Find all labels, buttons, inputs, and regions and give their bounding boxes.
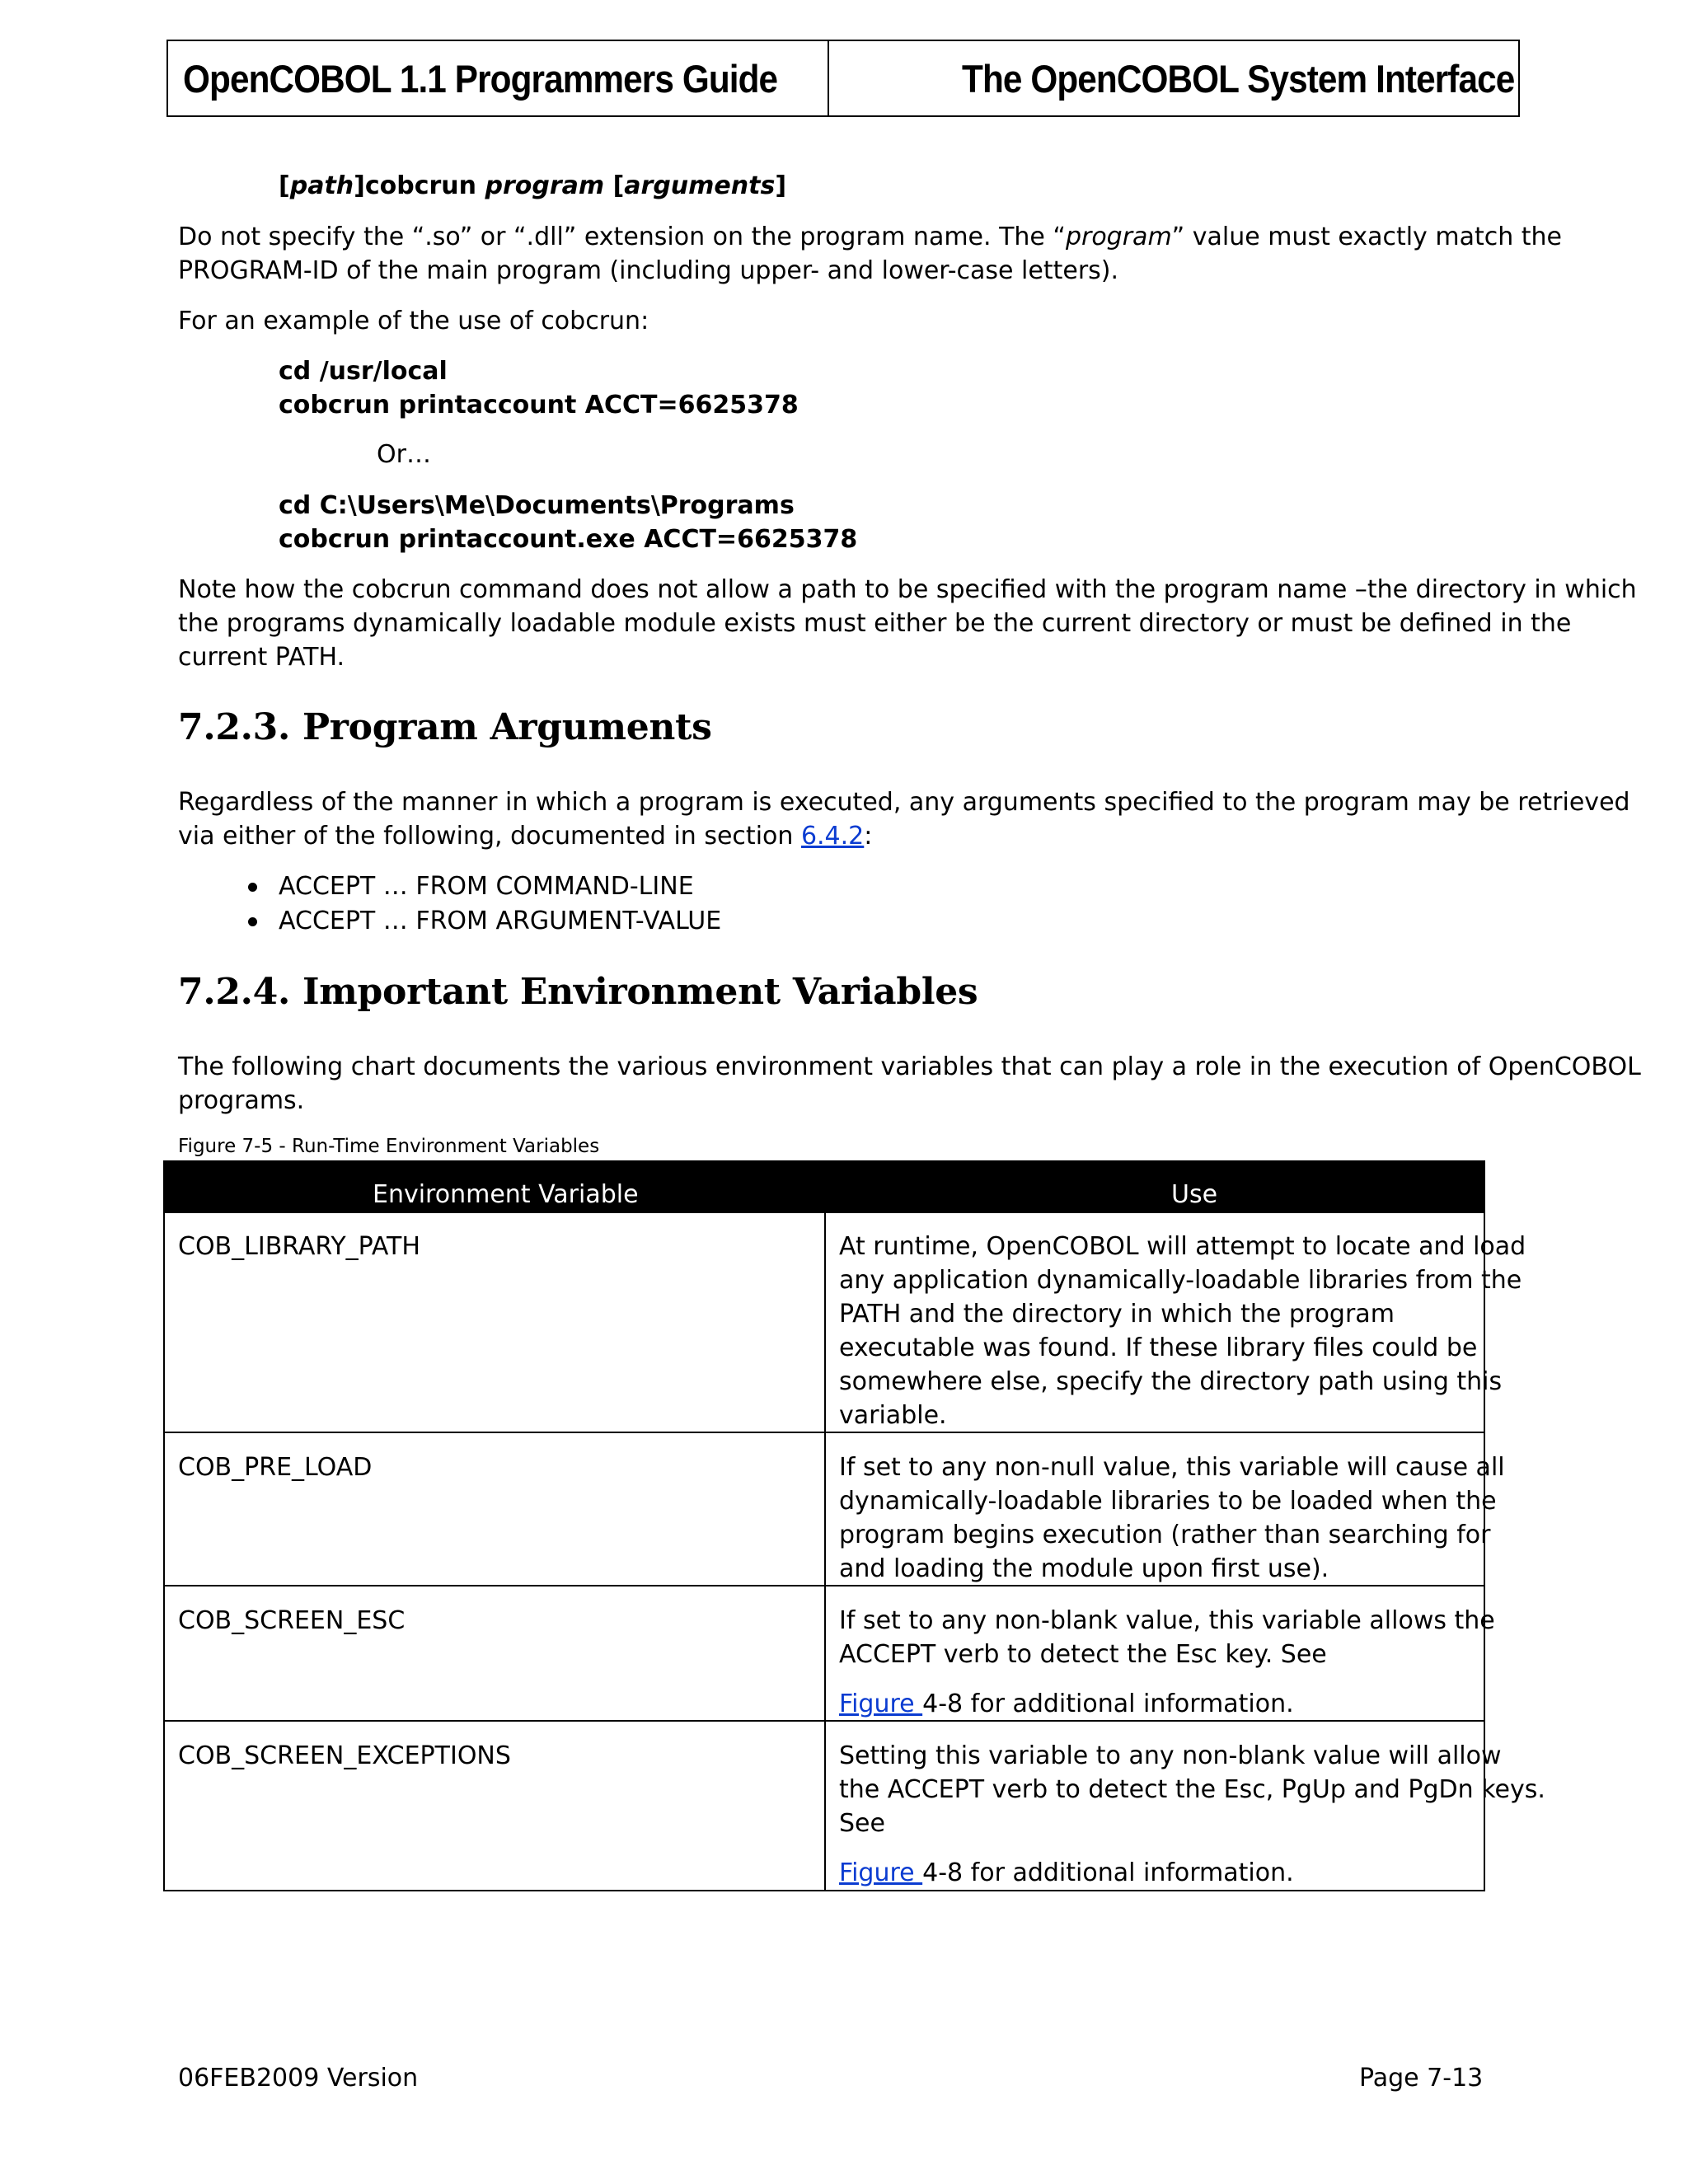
note-line-2: the programs dynamically loadable module exists must either be the current directory or must be defined in the bbox=[178, 609, 1572, 638]
section-723-heading: 7.2.3. Program Arguments bbox=[178, 706, 712, 748]
figure-4-8-link[interactable]: Figure bbox=[839, 1858, 923, 1887]
table-row-1-use-line: PATH and the directory in which the program bbox=[839, 1300, 1395, 1329]
header-right-title: The OpenCOBOL System Interface bbox=[962, 57, 1515, 101]
note-line-1: Note how the cobcrun command does not allow a path to be specified with the program name –the directory in which bbox=[178, 575, 1637, 604]
bullet-icon bbox=[248, 917, 257, 926]
table-border-left bbox=[163, 1160, 165, 1891]
syntax-path: path bbox=[289, 171, 354, 200]
section-723-line-2-a: via either of the following, documented in section bbox=[178, 822, 801, 851]
table-row-3-figure-ref bbox=[839, 1687, 1495, 1721]
section-724-line-2: programs. bbox=[178, 1086, 305, 1115]
table-row-1-use-line: At runtime, OpenCOBOL will attempt to locate and load bbox=[839, 1232, 1526, 1261]
table-row-1-use-line: executable was found. If these library files could be bbox=[839, 1333, 1478, 1362]
section-723-line-2 bbox=[178, 820, 872, 853]
table-row-1-variable: COB_LIBRARY_PATH bbox=[178, 1232, 420, 1261]
page-header bbox=[166, 40, 1520, 117]
syntax-open-bracket: [ bbox=[279, 171, 290, 200]
syntax-close-bracket: ] bbox=[775, 171, 787, 200]
example-cmd-2: cobcrun printaccount ACCT=6625378 bbox=[279, 391, 799, 419]
note-line-3: current PATH. bbox=[178, 643, 345, 672]
figure-ref-text: 4-8 for additional information. bbox=[922, 1690, 1294, 1718]
header-left-title: OpenCOBOL 1.1 Programmers Guide bbox=[183, 57, 778, 101]
table-row-3-variable: COB_SCREEN_ESC bbox=[178, 1606, 406, 1635]
section-724-heading: 7.2.4. Important Environment Variables bbox=[178, 971, 978, 1013]
intro-line-1-b: ” value must exactly match the bbox=[1171, 223, 1562, 251]
header-divider bbox=[828, 41, 829, 115]
bullet-icon bbox=[248, 883, 257, 892]
table-row-1-use-line: variable. bbox=[839, 1401, 947, 1430]
figure-4-8-link[interactable]: Figure bbox=[839, 1690, 923, 1718]
example-lead: For an example of the use of cobcrun: bbox=[178, 307, 649, 335]
table-row-2-variable: COB_PRE_LOAD bbox=[178, 1453, 373, 1482]
syntax-cobcrun: ]cobcrun bbox=[354, 171, 485, 200]
table-row-4-use bbox=[839, 1739, 1545, 1890]
syntax-space-bracket: [ bbox=[604, 171, 625, 200]
table-row-1-use-line: any application dynamically-loadable libraries from the bbox=[839, 1266, 1522, 1295]
table-row-2-use-line: If set to any non-null value, this variable will cause all bbox=[839, 1453, 1505, 1482]
table-row-3-use-line: If set to any non-blank value, this variable allows the bbox=[839, 1606, 1495, 1635]
intro-line-1-program: program bbox=[1065, 223, 1172, 251]
table-row-2-use-line: and loading the module upon first use). bbox=[839, 1554, 1329, 1583]
table-row-4-use-line: the ACCEPT verb to detect the Esc, PgUp and PgDn keys. bbox=[839, 1775, 1545, 1804]
table-row-3-use-line: ACCEPT verb to detect the Esc key. See bbox=[839, 1640, 1327, 1669]
syntax-line bbox=[279, 170, 786, 203]
table-row-4-figure-ref bbox=[839, 1856, 1545, 1890]
table-border-bottom bbox=[163, 1890, 1485, 1891]
table-header bbox=[163, 1160, 1485, 1213]
bullet-item-1: ACCEPT … FROM COMMAND-LINE bbox=[279, 872, 694, 901]
table-row-2-use-line: dynamically-loadable libraries to be loaded when the bbox=[839, 1487, 1497, 1516]
table-row-3-use bbox=[839, 1604, 1495, 1721]
intro-line-1-a: Do not specify the “.so” or “.dll” extension on the program name. The “ bbox=[178, 223, 1066, 251]
example-cmd-3: cd C:\Users\Me\Documents\Programs bbox=[279, 491, 795, 520]
section-723-line-2-b: : bbox=[864, 822, 873, 851]
table-header-variable: Environment Variable bbox=[373, 1180, 639, 1209]
section-723-line-1: Regardless of the manner in which a program is executed, any arguments specified to the program may be retrieved bbox=[178, 788, 1630, 817]
bullet-item-2: ACCEPT … FROM ARGUMENT-VALUE bbox=[279, 907, 722, 935]
table-row-2-use bbox=[839, 1451, 1505, 1586]
table-row-1-use-line: somewhere else, specify the directory path using this bbox=[839, 1367, 1503, 1396]
table-header-use: Use bbox=[1171, 1180, 1218, 1209]
table-row-4-use-line: Setting this variable to any non-blank value will allow bbox=[839, 1741, 1502, 1770]
table-border-middle bbox=[824, 1213, 826, 1891]
section-724-line-1: The following chart documents the various environment variables that can play a role in the execution of OpenCOBOL bbox=[178, 1052, 1641, 1081]
syntax-program: program bbox=[485, 171, 605, 200]
figure-ref-text: 4-8 for additional information. bbox=[922, 1858, 1294, 1887]
syntax-arguments: arguments bbox=[624, 171, 776, 200]
footer-page-number: Page 7-13 bbox=[1359, 2064, 1484, 2093]
table-row-4-variable: COB_SCREEN_EXCEPTIONS bbox=[178, 1741, 511, 1770]
table-row-2-use-line: program begins execution (rather than searching for bbox=[839, 1521, 1491, 1549]
example-cmd-4: cobcrun printaccount.exe ACCT=6625378 bbox=[279, 525, 858, 554]
example-cmd-1: cd /usr/local bbox=[279, 357, 448, 386]
example-or: Or… bbox=[377, 440, 431, 469]
intro-line-2: PROGRAM-ID of the main program (including upper- and lower-case letters). bbox=[178, 256, 1119, 285]
figure-caption: Figure 7-5 - Run-Time Environment Variables bbox=[178, 1136, 600, 1157]
table-row-1-use bbox=[839, 1230, 1526, 1432]
footer-version: 06FEB2009 Version bbox=[178, 2064, 419, 2093]
table-row-4-use-line: See bbox=[839, 1809, 885, 1838]
section-6-4-2-link[interactable]: 6.4.2 bbox=[800, 822, 865, 851]
intro-line-1 bbox=[178, 221, 1562, 254]
